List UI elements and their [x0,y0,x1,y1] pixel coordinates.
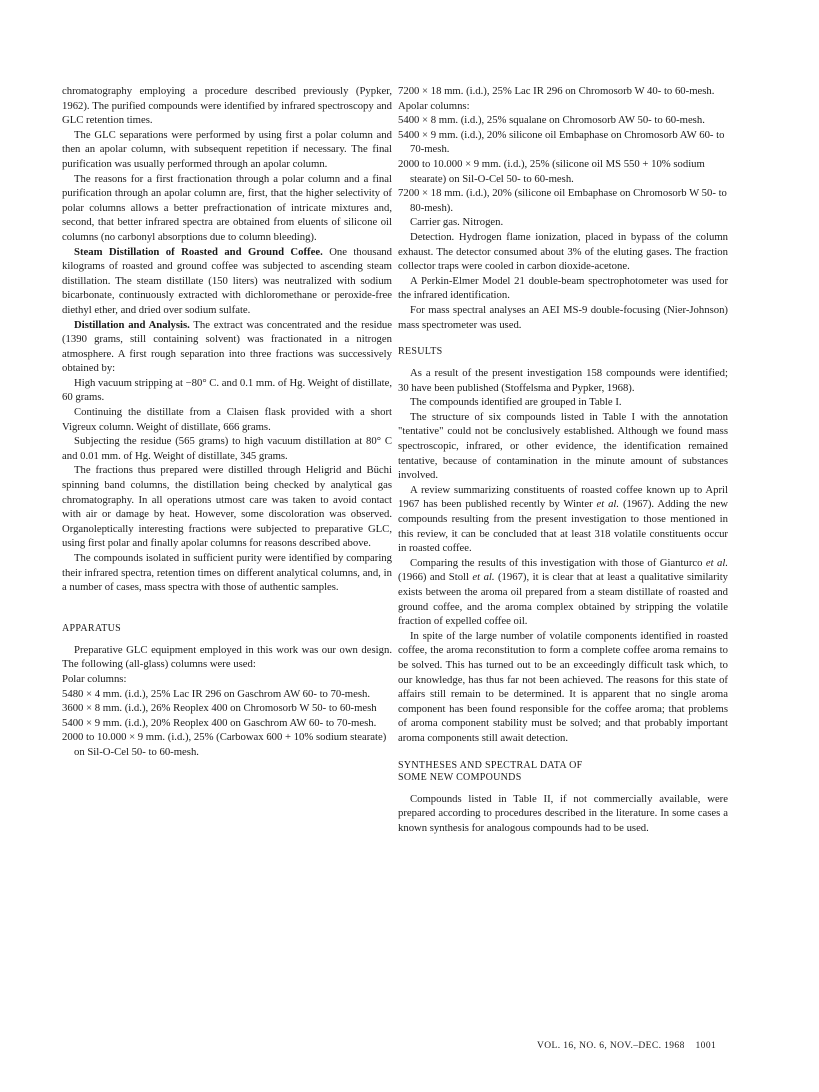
column-spec: 5480 × 4 mm. (i.d.), 25% Lac IR 296 on Gaschrom AW 60- to 70-mesh. [62,687,371,700]
paragraph: In spite of the large number of volatile components identified in roasted coffee, the aroma reconstitution to form a complete coffee aroma remains to be solved. This has turned out to be an exceedingly difficult task which, to our knowledge, has thus far not been achieved. The reasons for this state of affairs still remain to be determined. It is apparent that no single aroma component has been found responsible for the coffee aroma; that problems of aroma component stability must be solved; and that probably important aroma components still await detection. [398,629,728,744]
section-heading: RESULTS [398,346,443,358]
run-in-heading: Distillation and Analysis. [74,318,190,331]
paragraph: The compounds identified are grouped in Table I. [410,396,622,409]
journal-info: VOL. 16, NO. 6, NOV.–DEC. 1968 [537,1041,685,1051]
procedure-step: Continuing the distillate from a Claisen flask provided with a short Vigreux column. Weight of distillate, 666 grams. [62,406,392,433]
column-spec: 3600 × 8 mm. (i.d.), 26% Reoplex 400 on Chromosorb W 50- to 60-mesh [62,702,377,715]
paragraph [62,245,392,318]
paragraph: The structure of six compounds listed in Table I with the annotation "tentative" could not be conclusively established. Although we found mass spectroscopic, infrared, or other evidence, the identification remained tentative, because of contamination in the minute amount of substances involved. [398,410,728,482]
paragraph: As a result of the present investigation 158 compounds were identified; 30 have been published (Stoffelsma and Pypker, 1968). [398,367,728,394]
paragraph: Preparative GLC equipment employed in this work was our own design. The following (all-glass) columns were used: [62,643,392,671]
paragraph: For mass spectral analyses an AEI MS-9 double-focusing (Nier-Johnson) mass spectrometer was used. [398,303,728,331]
et-al: et al. [472,571,495,584]
paragraph: Compounds listed in Table II, if not commercially available, were prepared according to procedures described in the literature. In some cases a known synthesis for analogous compounds had to be used. [398,792,728,834]
paragraph-text: The extract was concentrated and the residue (1390 grams, still containing solvent) was fractionated in a nitrogen atmosphere. A first rough separation into three fractions was successively obtained by: [62,318,393,375]
column-spec: 7200 × 18 mm. (i.d.), 20% (silicone oil Embaphase on Chromosorb W 50- to 80-mesh). [398,187,727,214]
paragraph: The GLC separations were performed by using first a polar column and then an apolar column, with subsequent repetition if necessary. The final purification was usually performed through an apolar column. [62,128,392,170]
column-spec: 5400 × 9 mm. (i.d.), 20% Reoplex 400 on Gaschrom AW 60- to 70-mesh. [62,716,377,729]
paragraph [398,483,728,556]
column-spec: 2000 to 10.000 × 9 mm. (i.d.), 25% (Carbowax 600 + 10% sodium stearate) on Sil-O-Cel 50- to 60-mesh. [62,731,387,758]
procedure-step: High vacuum stripping at −80° C. and 0.1 mm. of Hg. Weight of distillate, 60 grams. [62,376,392,404]
paragraph: A Perkin-Elmer Model 21 double-beam spectrophotometer was used for the infrared identification. [398,274,728,302]
column-spec: 5400 × 9 mm. (i.d.), 20% silicone oil Embaphase on Chromosorb AW 60- to 70-mesh. [398,128,725,156]
column-list-label: Apolar columns: [398,99,470,112]
paragraph [398,556,728,629]
et-al: et al. [705,556,729,569]
procedure-step: Subjecting the residue (565 grams) to high vacuum distillation at 80° C and 0.01 mm. of Hg. Weight of distillate, 345 grams. [62,435,392,462]
paragraph-text: A review summarizing constituents of roasted coffee known up to April 1967 has been published recently by Winter [398,483,728,511]
et-al: et al. [596,498,620,511]
page-number: 1001 [695,1041,717,1051]
run-in-heading: Steam Distillation of Roasted and Ground Coffee. [74,245,323,258]
section-heading: APPARATUS [62,622,122,634]
column-spec: 7200 × 18 mm. (i.d.), 25% Lac IR 296 on Chromosorb W 40- to 60-mesh. [398,85,715,97]
section-heading [398,760,728,784]
paragraph: Carrier gas. Nitrogen. [410,216,504,229]
column-spec: 2000 to 10.000 × 9 mm. (i.d.), 25% (silicone oil MS 550 + 10% sodium stearate) on Sil-O-Cel 50- to 60-mesh. [398,157,705,185]
section-heading-line: SOME NEW COMPOUNDS [398,771,522,783]
paragraph: The compounds isolated in sufficient purity were identified by comparing their infrared spectra, retention times on different analytical columns, and, in a number of cases, mass spectra with those of authentic samples. [62,552,392,594]
page-footer [537,1041,716,1051]
paragraph: Detection. Hydrogen flame ionization, placed in bypass of the column exhaust. The detector consumed about 3% of the eluting gases. The fraction collector traps were cooled in carbon dioxide-acetone. [398,230,728,273]
left-column [62,84,392,760]
paragraph-text: Comparing the results of this investigation with those of Gianturco [410,556,703,569]
right-column [398,84,728,835]
paragraph-text: (1966) and Stoll [398,571,469,584]
paragraph-text: (1967), it is clear that at least a qualitative similarity exists between the aroma oil prepared from a steam distillate of roasted and ground coffee, and the aroma complex obtained by stripping the volatile fraction of expelled coffee oil. [398,571,729,628]
paragraph-text: One thousand kilograms of roasted and ground coffee was subjected to ascending steam distillation. The steam distillate (150 liters) was neutralized with sodium bicarbonate, continuously extracted with dichloromethane or peroxide-free diethyl ether, and dried over sodium sulfate. [62,245,392,316]
column-spec: 5400 × 8 mm. (i.d.), 25% squalane on Chromosorb AW 50- to 60-mesh. [398,114,705,127]
paragraph [62,318,392,376]
paragraph-text: (1967). Adding the new compounds resulting from the present investigation to those mentioned in this review, it can be concluded that at least 318 volatile constituents occur in roasted coffee. [398,498,729,555]
paragraph: The reasons for a first fractionation through a polar column and a final purification through an apolar column are, first, that the higher selectivity of polar columns allows a better prefractionation of intricate mixtures and, second, that better infrared spectra are obtained from eluents of silicone oil columns (no carbonyl absorptions due to column bleeding). [62,172,392,243]
section-heading-line: SYNTHESES AND SPECTRAL DATA OF [398,759,583,771]
paragraph: chromatography employing a procedure described previously (Pypker, 1962). The purified compounds were identified by infrared spectroscopy and GLC retention times. [62,85,392,127]
paragraph: The fractions thus prepared were distilled through Heligrid and Büchi spinning band columns, the distillation being checked by analytical gas chromatography. In all operations utmost care was taken to avoid contact with air or damage by heat. However, some discoloration was observed. Organoleptically interesting fractions were subjected to preparative GLC, using first polar and finally apolar columns for reasons described above. [62,464,392,550]
column-list-label: Polar columns: [62,672,127,685]
